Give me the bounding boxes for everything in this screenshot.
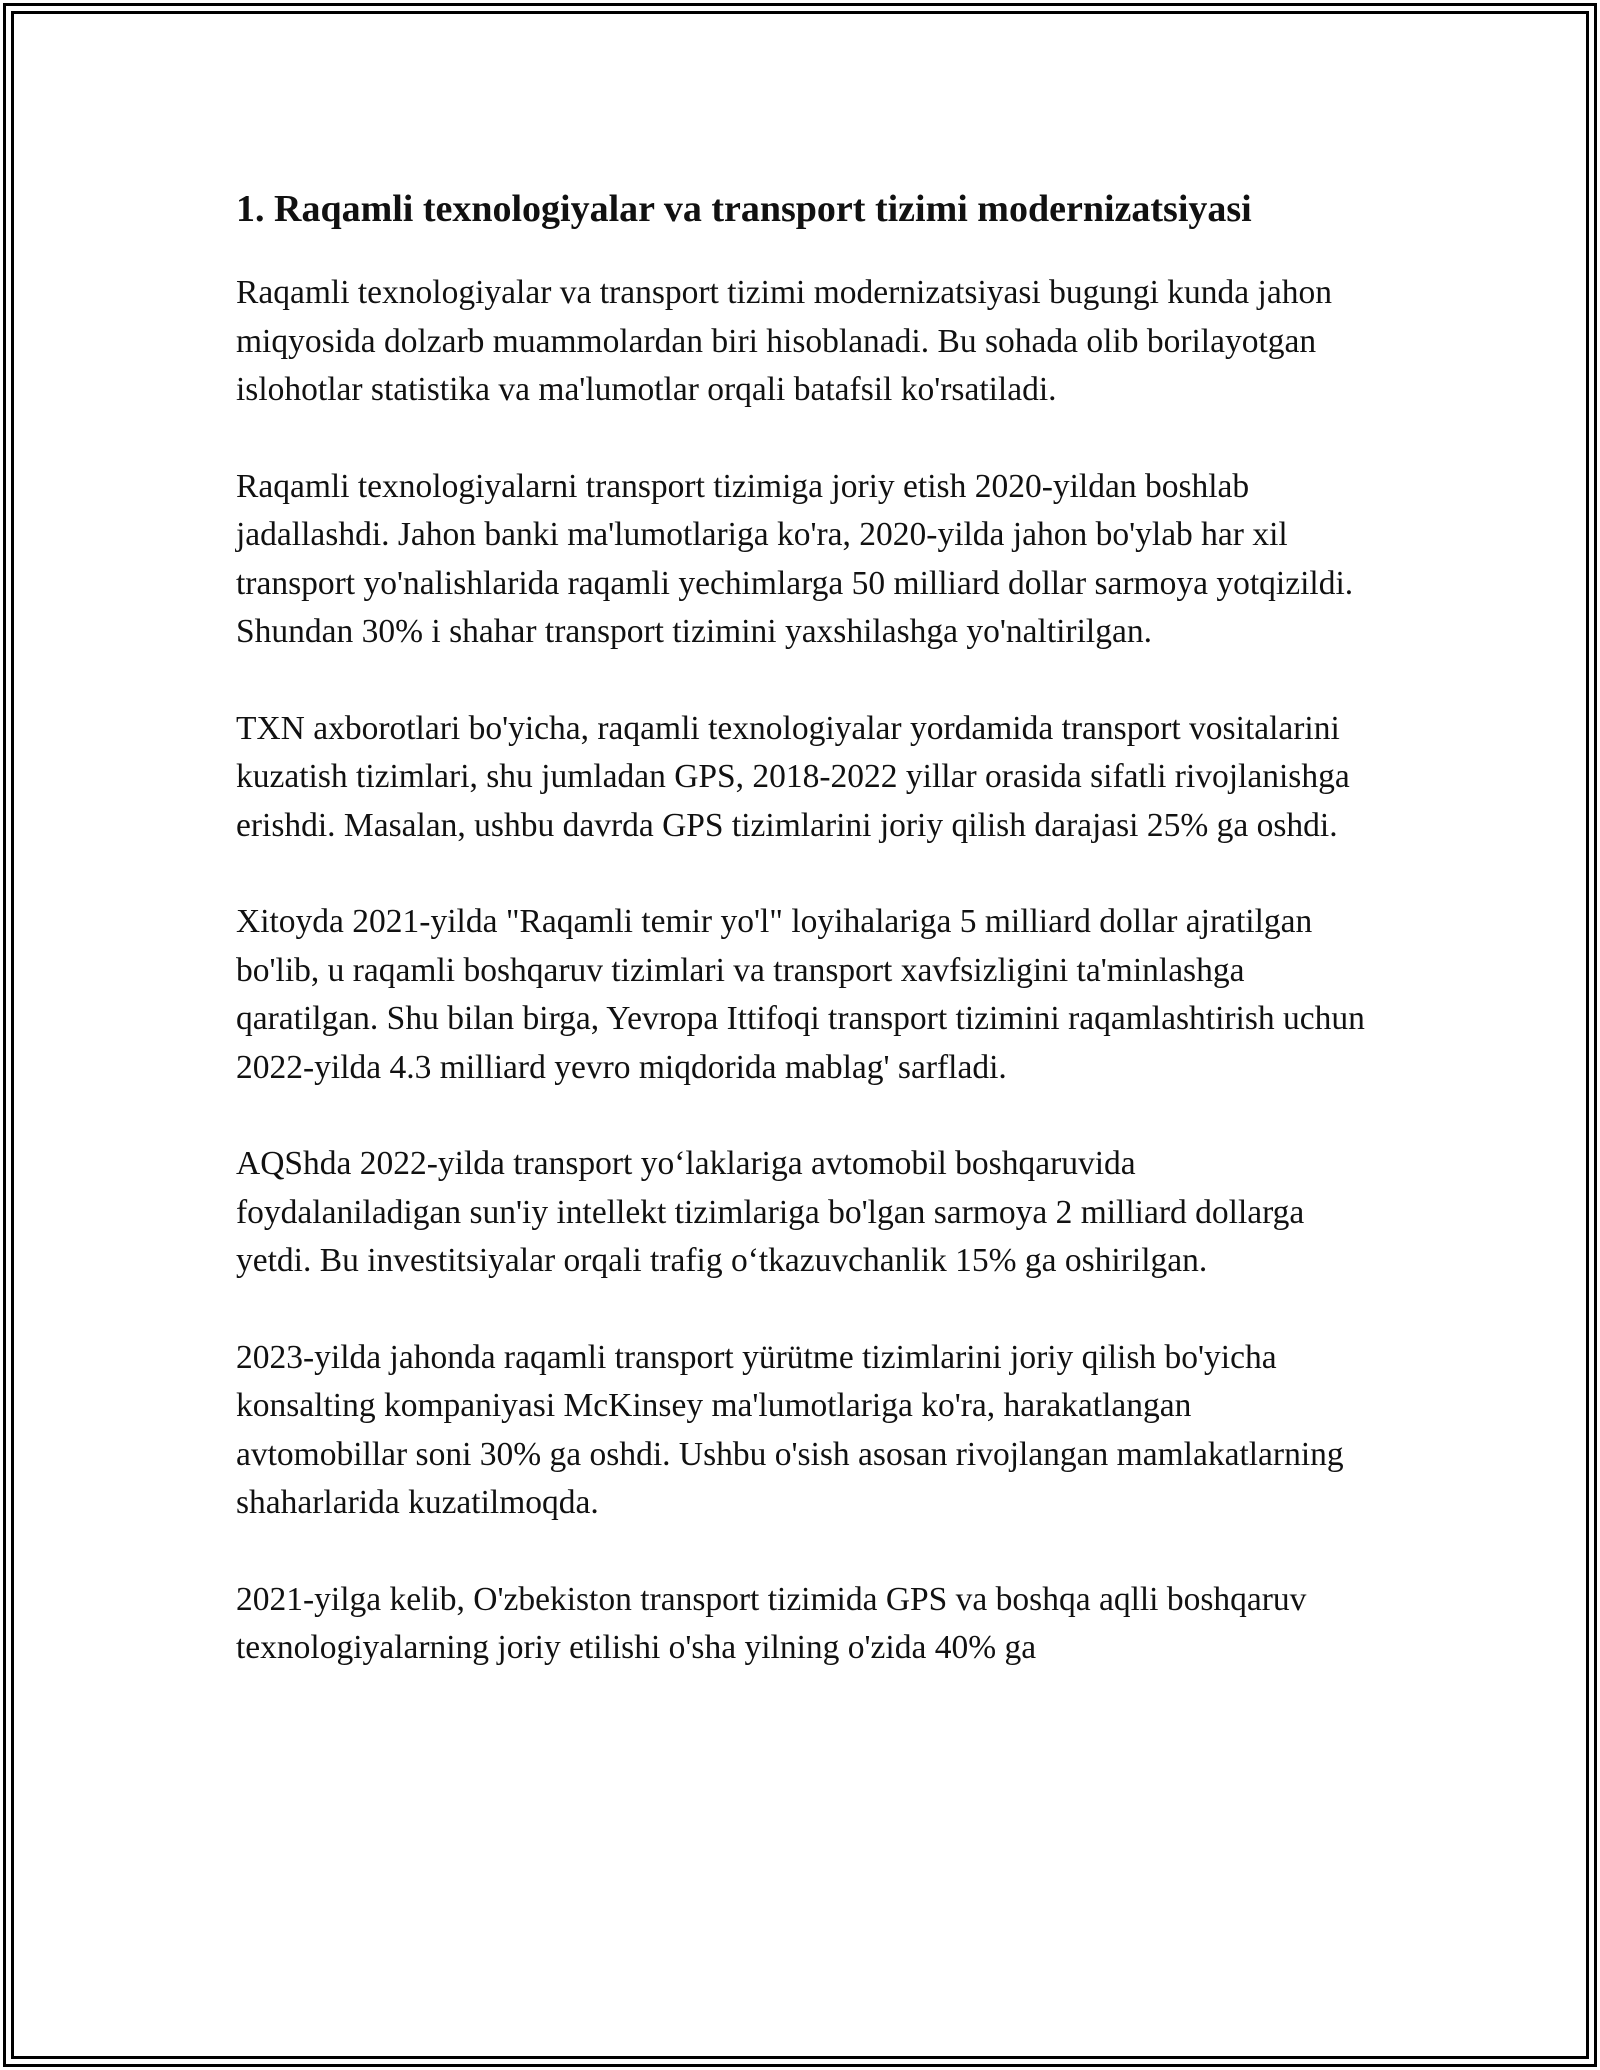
section-title: 1. Raqamli texnologiyalar va transport tizimi modernizatsiyasi	[236, 188, 1252, 230]
document-content	[236, 185, 1366, 1721]
paragraph-mckinsey: 2023-yilda jahonda raqamli transport yürütme tizimlarini joriy qilish bo'yicha konsalting kompaniyasi McKinsey ma'lumotlariga ko'ra, harakatlangan avtomobillar soni 30% ga oshdi. Ushbu o'sish asosan rivojlangan mamlakatlarning shaharlarida kuzatilmoqda.	[236, 1338, 1344, 1521]
paragraph-world-bank: Raqamli texnologiyalarni transport tizimiga joriy etish 2020-yildan boshlab jadallashdi. Jahon banki ma'lumotlariga ko'ra, 2020-yilda jahon bo'ylab har xil transport yo'nalishlarida raqamli yechimlarga 50 milliard dollar sarmoya yotqizildi. Shundan 30% i shahar transport tizimini yaxshilashga yo'naltirilgan.	[236, 467, 1354, 650]
paragraph-usa-ai: AQShda 2022-yilda transport yo‘laklariga avtomobil boshqaruvida foydalaniladigan sun'iy intellekt tizimlariga bo'lgan sarmoya 2 milliard dollarga yetdi. Bu investitsiyalar orqali trafig o‘tkazuvchanlik 15% ga oshirilgan.	[236, 1145, 1305, 1279]
paragraph-gps-tracking: TXN axborotlari bo'yicha, raqamli texnologiyalar yordamida transport vositalarini kuzatish tizimlari, shu jumladan GPS, 2018-2022 yillar orasida sifatli rivojlanishga erishdi. Masalan, ushbu davrda GPS tizimlarini joriy qilish darajasi 25% ga oshdi.	[236, 709, 1350, 844]
paragraph-china-eu: Xitoyda 2021-yilda "Raqamli temir yo'l" loyihalariga 5 milliard dollar ajratilgan bo'lib, u raqamli boshqaruv tizimlari va transport xavfsizligini ta'minlashga qaratilgan. Shu bilan birga, Yevropa Ittifoqi transport tizimini raqamlashtirish uchun 2022-yilda 4.3 milliard yevro miqdorida mablag' sarfladi.	[236, 903, 1365, 1086]
paragraph-uzbekistan: 2021-yilga kelib, O'zbekiston transport tizimida GPS va boshqa aqlli boshqaruv texnologiyalarning joriy etilishi o'sha yilning o'zida 40% ga	[236, 1580, 1307, 1666]
paragraph-intro: Raqamli texnologiyalar va transport tizimi modernizatsiyasi bugungi kunda jahon miqyosida dolzarb muammolardan biri hisoblanadi. Bu sohada olib borilayotgan islohotlar statistika va ma'lumotlar orqali batafsil ko'rsatiladi.	[236, 274, 1332, 408]
